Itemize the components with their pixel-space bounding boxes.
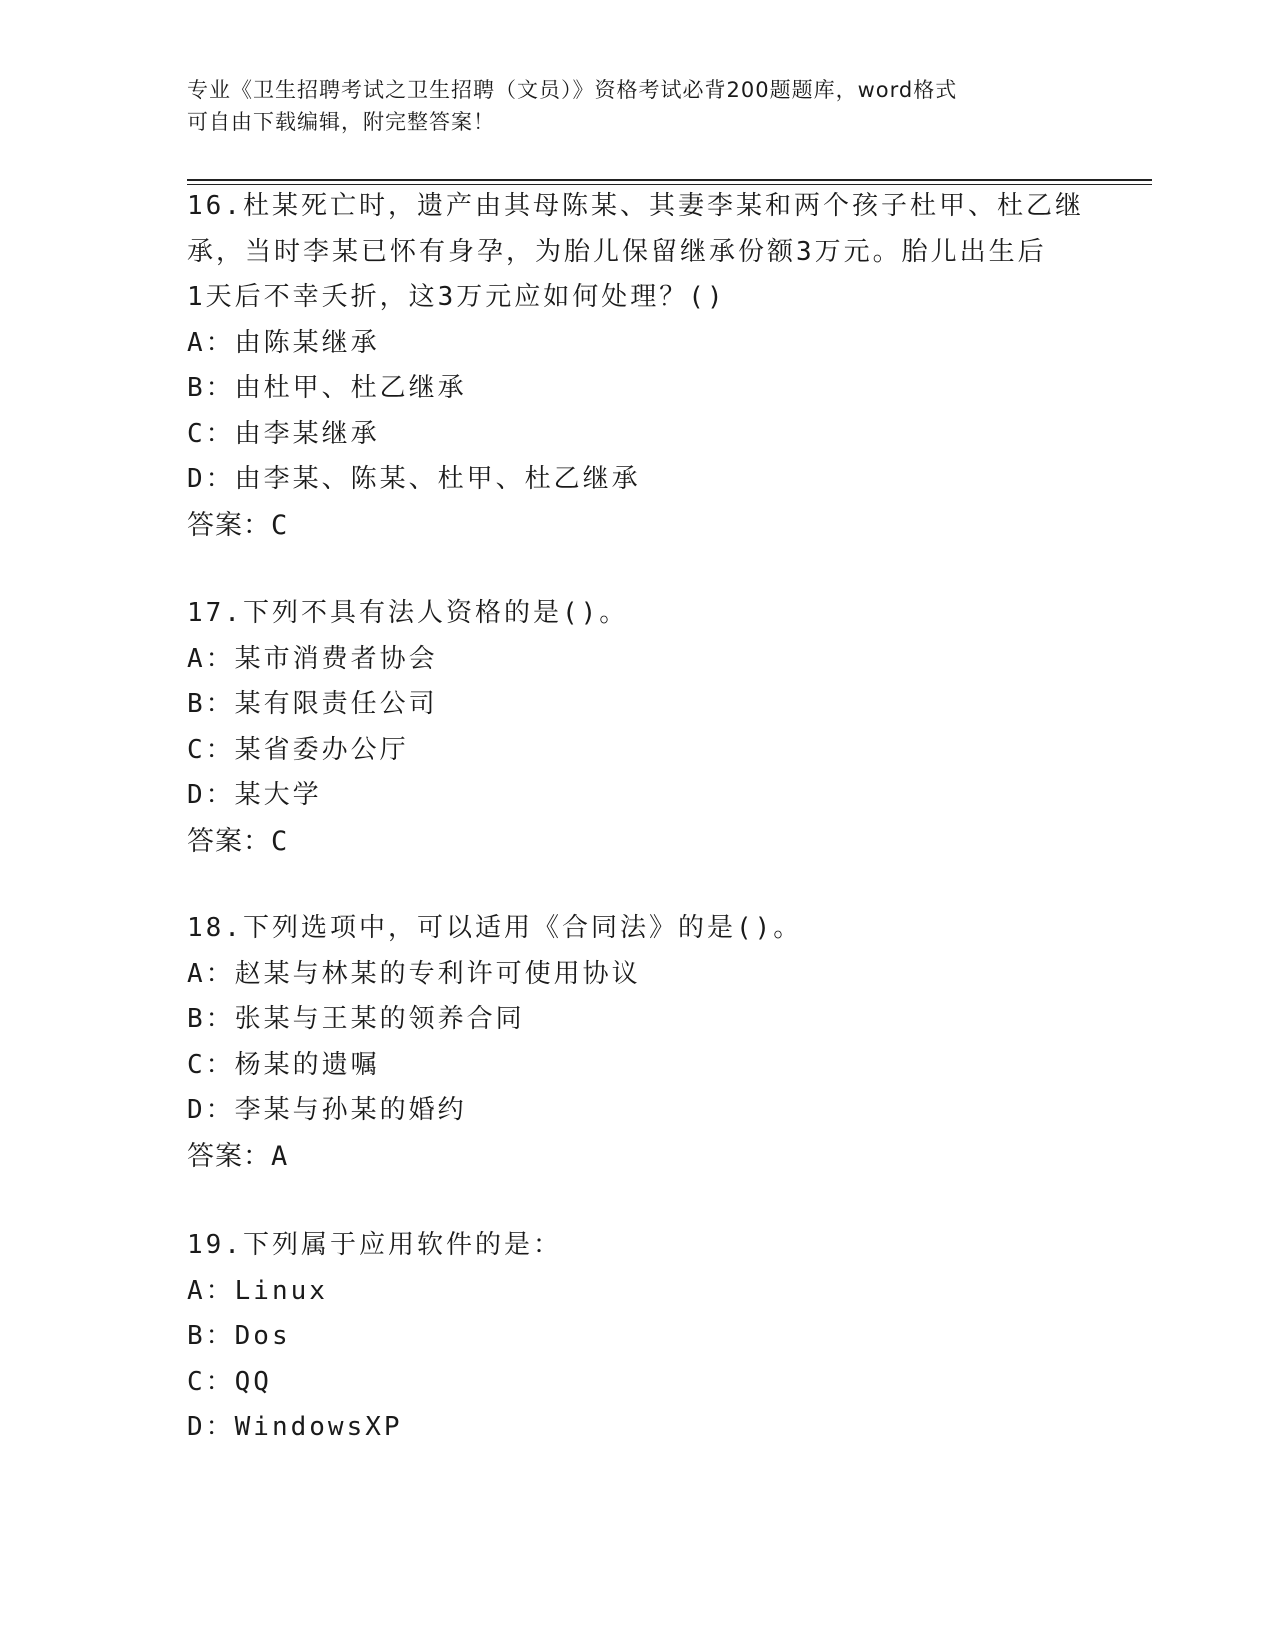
answer (187, 819, 628, 865)
question-16 (187, 184, 1084, 548)
option-b: B：张某与王某的领养合同 (187, 1004, 525, 1034)
option-b: B：由杜甲、杜乙继承 (187, 373, 467, 403)
answer-value: C (271, 825, 289, 857)
answer (187, 503, 1084, 549)
option-b: B：某有限责任公司 (187, 689, 438, 719)
document-header (187, 74, 1087, 138)
header-line-2: 可自由下载编辑，附完整答案！ (187, 110, 495, 134)
question-stem-line: 19.下列属于应用软件的是： (187, 1230, 562, 1260)
header-line-1: 专业《卫生招聘考试之卫生招聘（文员）》资格考试必背200题题库，word格式 (187, 78, 958, 102)
answer-value: A (271, 1140, 289, 1172)
option-d: D：李某与孙某的婚约 (187, 1095, 467, 1125)
answer-label: 答案： (187, 825, 271, 857)
option-a: A：由陈某继承 (187, 327, 380, 358)
question-stem-line: 18.下列选项中，可以适用《合同法》的是()。 (187, 913, 803, 943)
option-c: C：QQ (187, 1366, 272, 1397)
option-c: C：杨某的遗嘱 (187, 1049, 380, 1080)
question-stem-line: 17.下列不具有法人资格的是()。 (187, 598, 629, 628)
option-a: A：某市消费者协会 (187, 643, 438, 674)
question-stem-line: 承，当时李某已怀有身孕，为胎儿保留继承份额3万元。胎儿出生后 (187, 236, 1047, 267)
answer-label: 答案： (187, 509, 271, 541)
option-c: C：由李某继承 (187, 418, 380, 449)
answer-label: 答案： (187, 1140, 271, 1172)
question-stem-line: 1天后不幸夭折，这3万元应如何处理？() (187, 282, 726, 312)
option-a: A：赵某与林某的专利许可使用协议 (187, 958, 641, 989)
option-c: C：某省委办公厅 (187, 734, 409, 765)
option-d: D：WindowsXP (187, 1412, 403, 1442)
answer-value: C (271, 509, 289, 541)
question-19 (187, 1223, 562, 1451)
question-17 (187, 591, 628, 864)
question-18 (187, 906, 802, 1179)
option-d: D：由李某、陈某、杜甲、杜乙继承 (187, 464, 641, 494)
question-stem-line: 16.杜某死亡时，遗产由其母陈某、其妻李某和两个孩子杜甲、杜乙继 (187, 191, 1084, 221)
header-divider-thick (187, 179, 1152, 181)
option-b: B：Dos (187, 1321, 291, 1351)
option-d: D：某大学 (187, 780, 322, 810)
answer (187, 1134, 802, 1180)
option-a: A：Linux (187, 1275, 328, 1306)
